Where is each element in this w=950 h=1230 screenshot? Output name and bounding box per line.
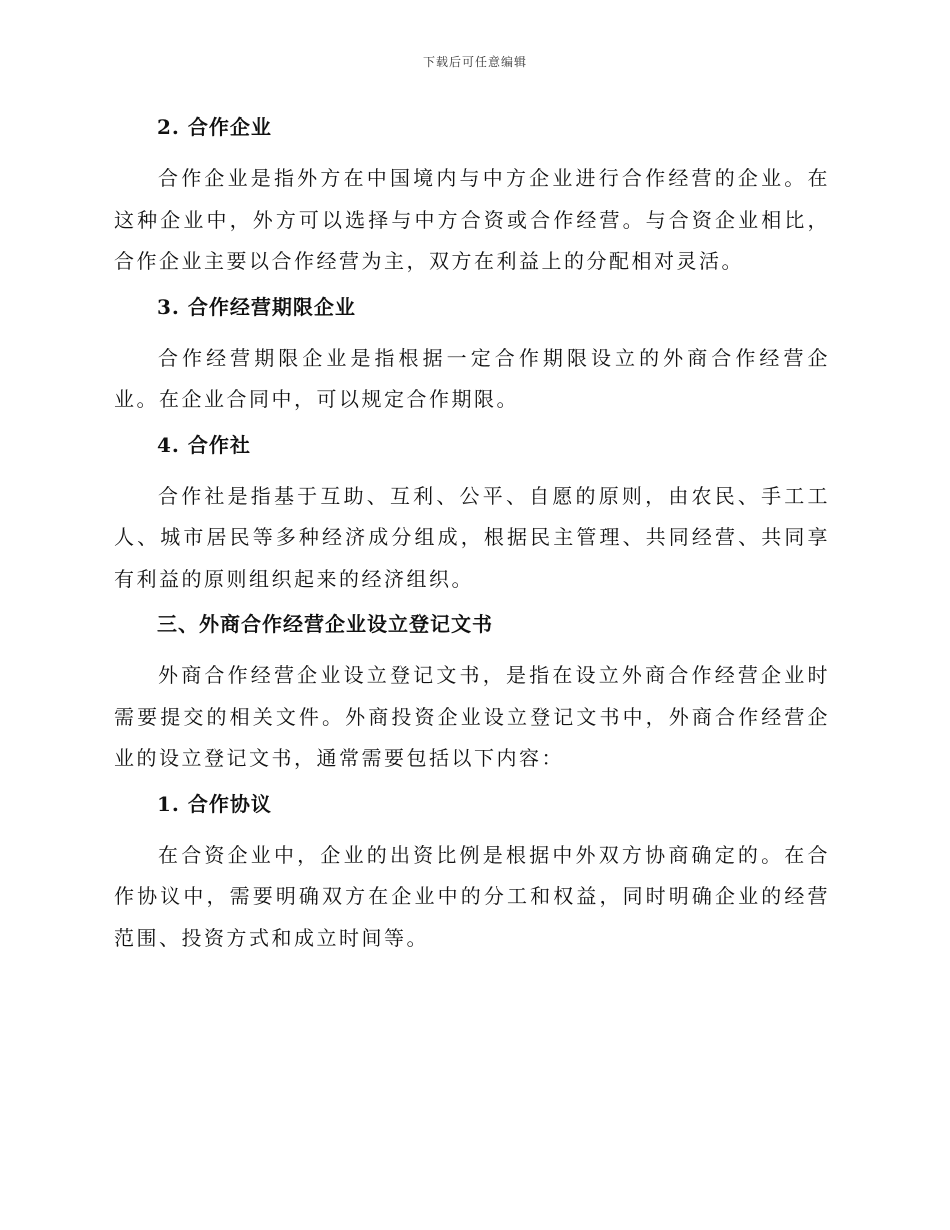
section-paragraph: 合作企业是指外方在中国境内与中方企业进行合作经营的企业。在这种企业中，外方可以选择与中方合资或合作经营。与合资企业相比，合作企业主要以合作经营为主，双方在利益上的分配相对灵活。: [114, 166, 830, 273]
section-heading: 三、外商合作经营企业设立登记文书: [157, 612, 493, 636]
section-cooperative-society: [114, 430, 830, 601]
section-heading: 1. 合作协议: [157, 791, 272, 816]
section-cooperative-enterprise: [114, 112, 830, 283]
section-paragraph: 在合资企业中，企业的出资比例是根据中外双方协商确定的。在合作协议中，需要明确双方在企业中的分工和权益，同时明确企业的经营范围、投资方式和成立时间等。: [114, 842, 830, 950]
section-heading: 3. 合作经营期限企业: [157, 294, 356, 319]
section-heading: 4. 合作社: [157, 432, 251, 457]
section-paragraph: 合作社是指基于互助、互利、公平、自愿的原则，由农民、手工工人、城市居民等多种经济成分组成，根据民主管理、共同经营、共同享有利益的原则组织起来的经济组织。: [114, 483, 830, 591]
page-header: 下载后可任意编辑: [422, 55, 527, 69]
section-cooperation-agreement: [114, 789, 830, 960]
section-cooperative-term-enterprise: [114, 292, 830, 421]
section-registration-documents: [114, 609, 830, 780]
section-paragraph: 合作经营期限企业是指根据一定合作期限设立的外商合作经营企业。在企业合同中，可以规定合作期限。: [114, 345, 830, 411]
document-body: [114, 112, 830, 968]
section-paragraph: 外商合作经营企业设立登记文书，是指在设立外商合作经营企业时需要提交的相关文件。外商投资企业设立登记文书中，外商合作经营企业的设立登记文书，通常需要包括以下内容：: [114, 663, 830, 770]
section-heading: 2. 合作企业: [157, 115, 272, 139]
